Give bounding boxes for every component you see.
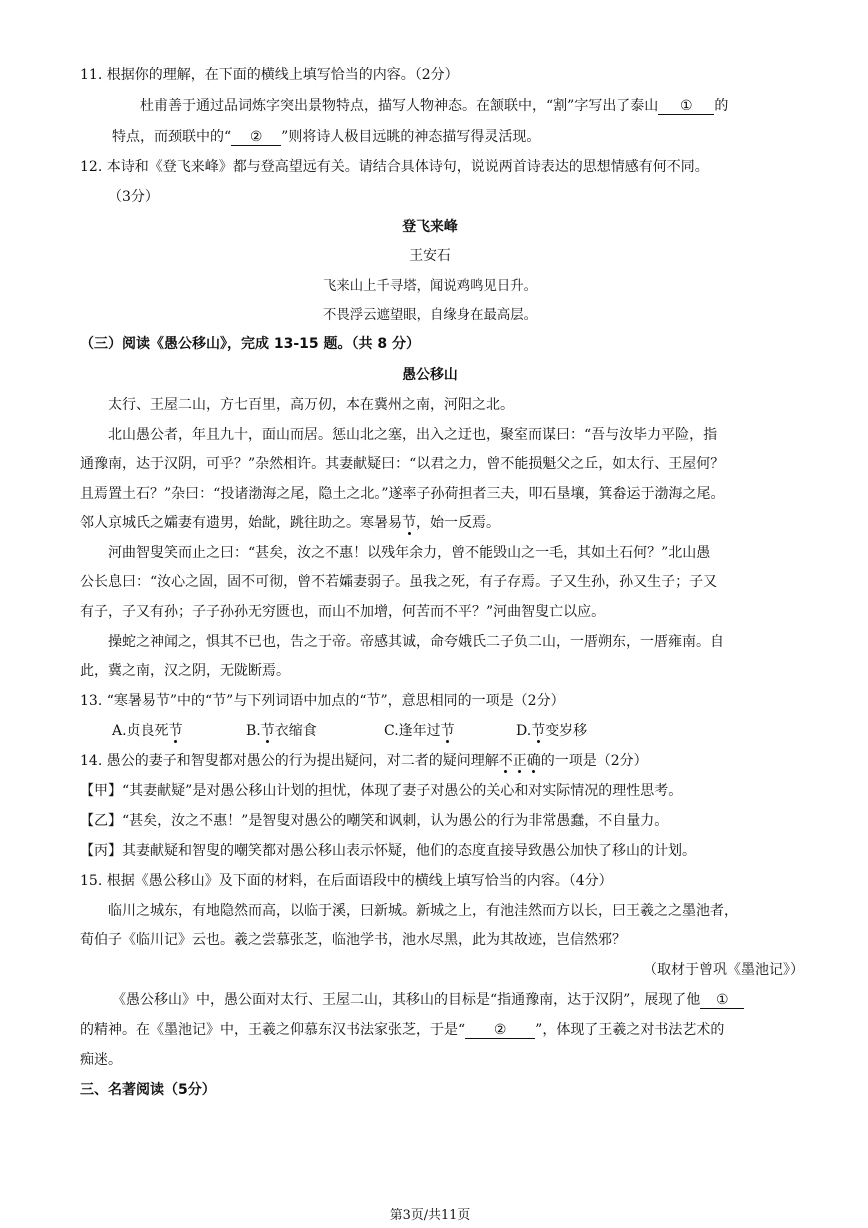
- poem-author: 王安石: [409, 248, 451, 264]
- poem-line-1: 飞来山上千寻塔，闻说鸡鸣见日升。: [322, 278, 538, 294]
- q13-option-b: [246, 721, 317, 741]
- passage-p2-line1: 北山愚公者，年且九十，面山而居。惩山北之塞，出入之迂也，聚室而谋曰：“吾与汝毕力平险，指: [108, 427, 718, 443]
- q14-dot-que: 确: [526, 753, 541, 769]
- q14-item-jia: 【甲】“其妻献疑”是对愚公移山计划的担忧，体现了妻子对愚公的关心和对实际情况的理性思考。: [80, 783, 683, 799]
- q15-blank-1: ①: [700, 992, 744, 1009]
- q13-option-b-text: 衣缩食: [274, 723, 317, 739]
- q13-option-c-dot: 节: [440, 723, 455, 739]
- passage-p2-line4-a: 邻人京城氏之孀妻有遗男，始龀，跳往助之。寒暑易: [80, 515, 402, 531]
- passage-p3-line3: 有子，子又有孙；子子孙孙无穷匮也，而山不加增，何苦而不平？”河曲智叟亡以应。: [80, 604, 606, 620]
- q14-dot-bu: 不: [498, 753, 513, 769]
- q13-option-c-text: C.逢年过: [384, 723, 441, 739]
- dotted-char-jie: 节: [402, 515, 416, 531]
- q13-option-d-label: D.: [516, 723, 532, 739]
- q11-blank-1: ①: [658, 98, 714, 115]
- q13-option-a-dot: 节: [168, 723, 183, 739]
- q13-stem: 13. “寒暑易节”中的“节”与下列词语中加点的“节”，意思相同的一项是（2分）: [80, 693, 565, 709]
- q15-answer-text-3: ”，体现了王羲之对书法艺术的: [535, 1022, 725, 1038]
- passage-p2-line4-b: ，始一反焉。: [416, 515, 500, 531]
- q15-stem: 15. 根据《愚公移山》及下面的材料，在后面语段中的横线上填写恰当的内容。（4分）: [80, 873, 613, 889]
- q11-body-text: 杜甫善于通过品词炼字突出景物特点，描写人物神态。在颔联中，“割”字写出了泰山: [140, 98, 659, 114]
- q15-material-line1: 临川之城东，有地隐然而高，以临于溪，曰新城。新城之上，有池洼然而方以长，曰王羲之之墨池者，: [108, 903, 738, 919]
- q13-option-a: [112, 721, 183, 741]
- section-3-heading: （三）阅读《愚公移山》，完成 13-15 题。（共 8 分）: [80, 336, 421, 352]
- q12-stem: 12. 本诗和《登飞来峰》都与登高望远有关。请结合具体诗句，说说两首诗表达的思想情感有何不同。: [80, 159, 709, 175]
- q15-answer-line3: 痴迷。: [80, 1052, 122, 1068]
- q14-stem: [80, 751, 648, 771]
- q14-item-yi: 【乙】“甚矣，汝之不惠！”是智叟对愚公的嘲笑和讽刺，认为愚公的行为非常愚蠢，不自量力。: [80, 813, 669, 829]
- q14-stem-a: 14. 愚公的妻子和智叟都对愚公的行为提出疑问，对二者的疑问理解: [80, 753, 499, 769]
- section-next-heading: 三、名著阅读（5分）: [80, 1082, 216, 1098]
- q11-body-b-end: ”则将诗人极目远眺的神态描写得灵活现。: [281, 129, 541, 145]
- q11-body-end: 的: [714, 98, 729, 114]
- q12-score: （3分）: [108, 189, 159, 205]
- passage-p2-line3: 且焉置土石？”杂曰：“投诸渤海之尾，隐土之北。”遂率子孙荷担者三夫，叩石垦壤，箕畚运于渤海之尾。: [80, 486, 725, 502]
- q13-option-c: [384, 721, 455, 741]
- q13-option-d-dot: 节: [531, 723, 546, 739]
- q15-material-line2: 荀伯子《临川记》云也。羲之尝慕张芝，临池学书，池水尽黑，此为其故迹，岂信然邪？: [80, 932, 626, 948]
- q13-option-d: [516, 721, 587, 741]
- q13-option-d-text: 变岁移: [545, 723, 588, 739]
- passage-p4-line2: 此，冀之南，汉之阴，无陇断焉。: [80, 663, 290, 679]
- q11-blank-2: ②: [231, 129, 281, 146]
- passage-p3-line2: 公长息曰：“汝心之固，固不可彻，曾不若孀妻弱子。虽我之死，有子存焉。子又生孙，孙又生子；子又: [80, 574, 718, 590]
- q15-blank-2: ②: [465, 1022, 535, 1039]
- q15-answer-line2: [80, 1020, 724, 1040]
- passage-title: 愚公移山: [402, 367, 458, 383]
- q14-dot-zheng: 正: [512, 753, 527, 769]
- q15-source: （取材于曾巩《墨池记》）: [643, 962, 804, 978]
- q15-answer-text-2: 的精神。在《墨池记》中，王羲之仰慕东汉书法家张芝，于是“: [80, 1022, 466, 1038]
- q11-stem: 11. 根据你的理解，在下面的横线上填写恰当的内容。（2分）: [80, 67, 459, 83]
- q11-body-b-start: 特点，而颈联中的“: [112, 129, 232, 145]
- page-footer: 第3页/共11页: [389, 1208, 471, 1223]
- q14-stem-b: 的一项是（2分）: [540, 753, 648, 769]
- q13-option-b-label: B.: [246, 723, 261, 739]
- poem-title: 登飞来峰: [402, 219, 458, 235]
- q11-body-line1: [140, 96, 728, 116]
- q15-answer-text-1: 《愚公移山》中，愚公面对太行、王屋二山，其移山的目标是“指通豫南，达于汉阴”，展现了他: [112, 992, 701, 1008]
- poem-line-2: 不畏浮云遮望眼，自缘身在最高层。: [322, 307, 538, 323]
- q14-item-bing: 【丙】其妻献疑和智叟的嘲笑都对愚公移山表示怀疑，他们的态度直接导致愚公加快了移山的计划。: [80, 843, 696, 859]
- q13-option-a-text: A.贞良死: [112, 723, 169, 739]
- passage-p3-line1: 河曲智叟笑而止之曰：“甚矣，汝之不惠！以残年余力，曾不能毁山之一毛，其如土石何？”北山愚: [108, 545, 711, 561]
- passage-p4-line1: 操蛇之神闻之，惧其不已也，告之于帝。帝感其诚，命夸娥氏二子负二山，一厝朔东，一厝雍南。自: [108, 634, 724, 650]
- passage-p2-line4: [80, 513, 500, 533]
- q11-body-line2: [112, 127, 540, 147]
- q13-option-b-dot: 节: [260, 723, 275, 739]
- q15-answer-line1: [112, 990, 744, 1010]
- passage-p1: 太行、王屋二山，方七百里，高万仞，本在冀州之南，河阳之北。: [108, 397, 514, 413]
- passage-p2-line2: 通豫南，达于汉阴，可乎？”杂然相许。其妻献疑曰：“以君之力，曾不能损魁父之丘，如太行、王屋何？: [80, 456, 725, 472]
